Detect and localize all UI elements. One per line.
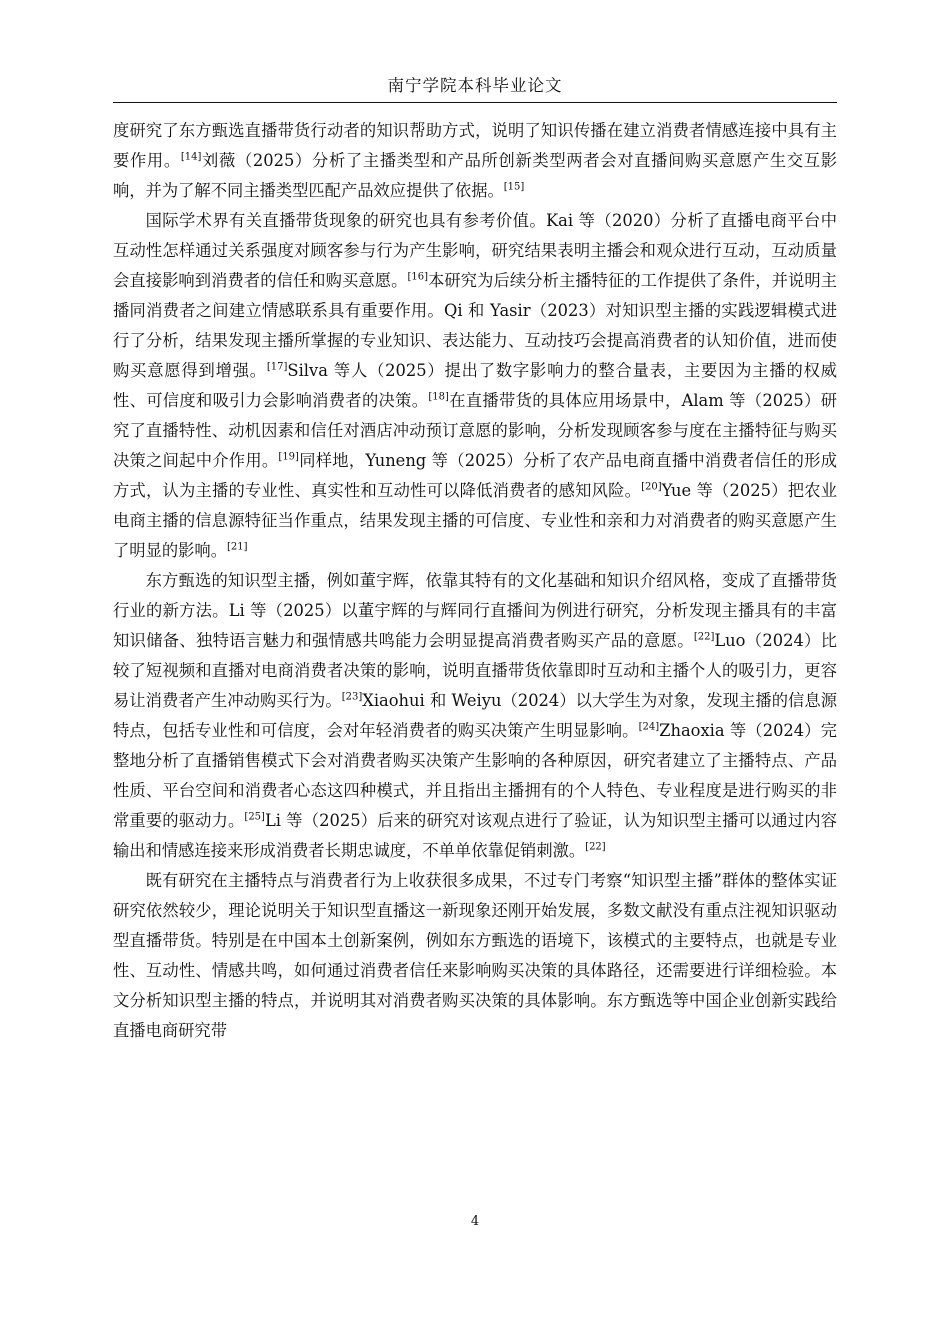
citation-marker: [20] (641, 481, 662, 493)
page-number: 4 (470, 1214, 480, 1229)
citation-marker: [16] (407, 271, 428, 283)
citation-marker: [22] (693, 631, 715, 643)
paragraph-text: Li 等（2025）后来的研究对该观点进行了验证，认为知识型主播可以通过内容输出和情感连接来形成消费者长期忠诚度，不单单依靠促销刺激。 (113, 811, 837, 860)
citation-marker: [14] (180, 151, 202, 163)
paragraph-text: Zhaoxia 等（2024）完整地分析了直播销售模式下会对消费者购买决策产生影响的各种原因，研究者建立了主播特点、产品性质、平台空间和消费者心态这四种模式，并且指出主播拥有的个人特色、专业程度是进行购买的非常重要的驱动力。 (113, 721, 837, 830)
paragraph-text: 本研究为后续分析主播特征的工作提供了条件，并说明主播同消费者之间建立情感联系具有重要作用。Qi 和 Yasir（2023）对知识型主播的实践逻辑模式进行了分析，结果发现主播所掌握的专业知识、表达能力、互动技巧会提高消费者的认知价值，进而使购买意愿得到增强。 (113, 271, 837, 380)
paragraph-text: 国际学术界有关直播带货现象的研究也具有参考价值。Kai 等（2020）分析了直播电商平台中互动性怎样通过关系强度对顾客参与行为产生影响，研究结果表明主播会和观众进行互动，互动质量会直接影响到消费者的信任和购买意愿。 (113, 211, 837, 290)
paragraph-text: Xiaohui 和 Weiyu（2024）以大学生为对象，发现主播的信息源特点，包括专业性和可信度，会对年轻消费者的购买决策产生明显影响。 (113, 691, 837, 740)
body-paragraph (113, 206, 837, 566)
paragraph-text: 在直播带货的具体应用场景中，Alam 等（2025）研究了直播特性、动机因素和信任对酒店冲动预订意愿的影响，分析发现顾客参与度在主播特征与购买决策之间起中介作用。 (113, 391, 837, 470)
paragraph-text: 刘薇（2025）分析了主播类型和产品所创新类型两者会对直播间购买意愿产生交互影响，并为了解不同主播类型匹配产品效应提供了依据。 (113, 151, 837, 200)
citation-marker: [19] (278, 451, 299, 463)
citation-marker: [15] (503, 181, 525, 193)
citation-marker: [17] (266, 361, 288, 373)
citation-marker: [18] (428, 391, 449, 403)
paragraph-text: 既有研究在主播特点与消费者行为上收获很多成果，不过专门考察“知识型主播”群体的整体实证研究依然较少，理论说明关于知识型直播这一新现象还刚开始发展，多数文献没有重点注视知识驱动型直播带货。特别是在中国本土创新案例，例如东方甄选的语境下，该模式的主要特点，也就是专业性、互动性、情感共鸣，如何通过消费者信任来影响购买决策的具体路径，还需要进行详细检验。本文分析知识型主播的特点，并说明其对消费者购买决策的具体影响。东方甄选等中国企业创新实践给直播电商研究带 (113, 871, 837, 1040)
paragraph-text: Silva 等人（2025）提出了数字影响力的整合量表，主要因为主播的权威性、可信度和吸引力会影响消费者的决策。 (113, 361, 837, 410)
header-divider (113, 102, 837, 103)
citation-marker: [22] (585, 841, 606, 853)
citation-marker: [24] (638, 721, 660, 733)
body-paragraph (113, 116, 837, 206)
paragraph-text: 度研究了东方甄选直播带货行动者的知识帮助方式，说明了知识传播在建立消费者情感连接中具有主要作用。 (113, 121, 837, 170)
body-paragraph (113, 866, 837, 1046)
citation-marker: [25] (244, 811, 265, 823)
paragraph-text: Luo（2024）比较了短视频和直播对电商消费者决策的影响，说明直播带货依靠即时互动和主播个人的吸引力，更容易让消费者产生冲动购买行为。 (113, 631, 837, 710)
citation-marker: [23] (341, 691, 363, 703)
body-paragraph (113, 566, 837, 866)
running-header: 南宁学院本科毕业论文 (387, 76, 563, 95)
paragraph-text: 同样地，Yuneng 等（2025）分析了农产品电商直播中消费者信任的形成方式，认为主播的专业性、真实性和互动性可以降低消费者的感知风险。 (113, 451, 837, 500)
body-text (113, 116, 837, 1046)
citation-marker: [21] (226, 541, 248, 553)
paragraph-text: Yue 等（2025）把农业电商主播的信息源特征当作重点，结果发现主播的可信度、专业性和亲和力对消费者的购买意愿产生了明显的影响。 (113, 481, 837, 560)
paragraph-text: 东方甄选的知识型主播，例如董宇辉，依靠其特有的文化基础和知识介绍风格，变成了直播带货行业的新方法。Li 等（2025）以董宇辉的与辉同行直播间为例进行研究，分析发现主播具有的丰富知识储备、独特语言魅力和强情感共鸣能力会明显提高消费者购买产品的意愿。 (113, 571, 837, 650)
